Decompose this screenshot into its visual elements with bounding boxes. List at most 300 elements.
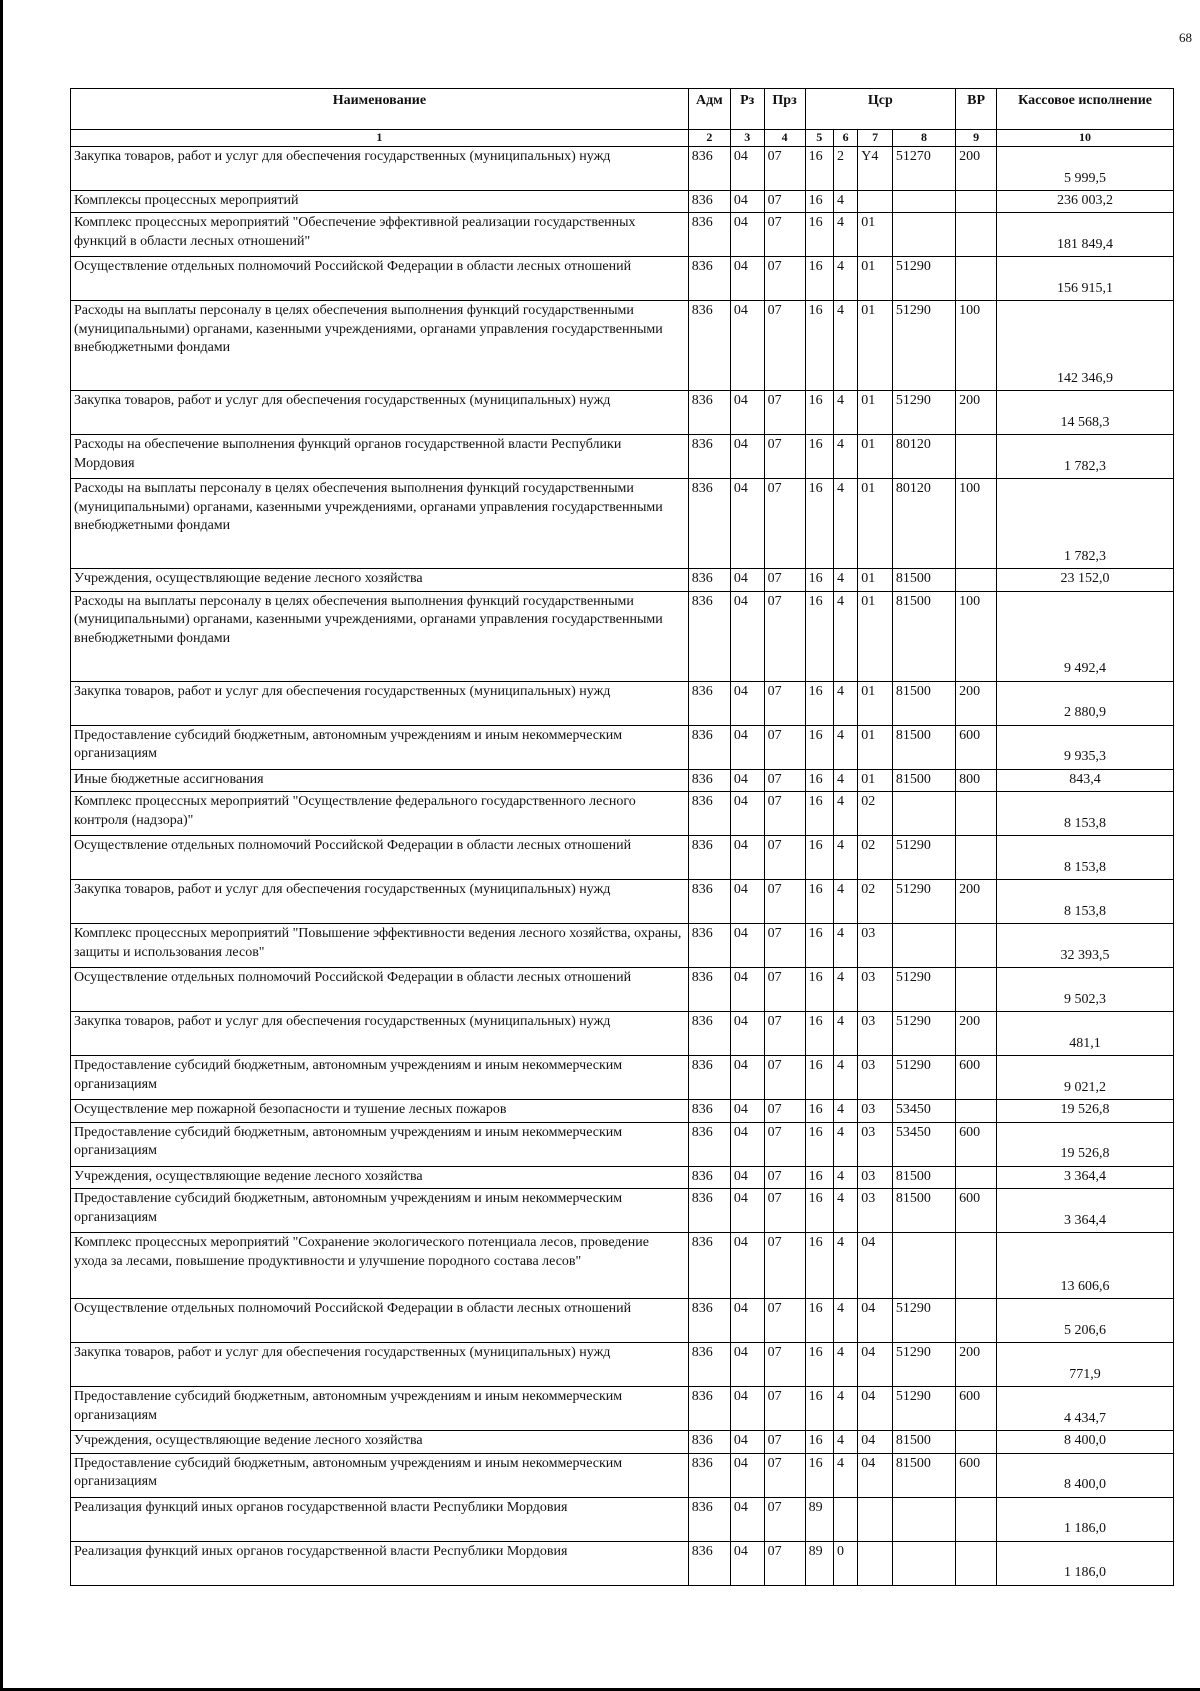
row-c8: [892, 1233, 955, 1299]
row-amount: 5 999,5: [997, 147, 1174, 191]
row-c8: 53450: [892, 1122, 955, 1166]
row-vr: [956, 1100, 997, 1122]
row-prz: 07: [764, 1497, 805, 1541]
row-amount: 1 782,3: [997, 479, 1174, 569]
row-amount: 8 153,8: [997, 836, 1174, 880]
row-c5: 16: [805, 191, 833, 213]
row-c7: 03: [858, 1189, 893, 1233]
row-rz: 04: [730, 1056, 764, 1100]
row-prz: 07: [764, 1453, 805, 1497]
row-c5: 16: [805, 591, 833, 681]
column-number: 2: [688, 130, 730, 147]
row-c7: 04: [858, 1387, 893, 1431]
row-c8: 81500: [892, 1453, 955, 1497]
column-number: 7: [858, 130, 893, 147]
row-c8: 51290: [892, 968, 955, 1012]
row-c5: 16: [805, 1056, 833, 1100]
row-vr: 200: [956, 391, 997, 435]
row-c6: 4: [834, 569, 858, 591]
page-number: 68: [1179, 30, 1192, 45]
row-rz: 04: [730, 1233, 764, 1299]
row-prz: 07: [764, 213, 805, 257]
row-amount: 13 606,6: [997, 1233, 1174, 1299]
row-prz: 07: [764, 591, 805, 681]
row-rz: 04: [730, 1299, 764, 1343]
row-name: Закупка товаров, работ и услуг для обеспечения государственных (муниципальных) нужд: [71, 880, 689, 924]
table-header: [71, 89, 1174, 147]
row-vr: [956, 1233, 997, 1299]
column-number: 6: [834, 130, 858, 147]
row-rz: 04: [730, 1122, 764, 1166]
row-c6: 4: [834, 301, 858, 391]
row-adm: 836: [688, 1497, 730, 1541]
row-prz: 07: [764, 147, 805, 191]
row-rz: 04: [730, 681, 764, 725]
row-amount: 8 400,0: [997, 1431, 1174, 1453]
row-c8: [892, 1497, 955, 1541]
row-c6: 4: [834, 391, 858, 435]
row-name: Предоставление субсидий бюджетным, автономным учреждениям и иным некоммерческим организациям: [71, 725, 689, 769]
row-amount: 14 568,3: [997, 391, 1174, 435]
row-c6: 4: [834, 924, 858, 968]
row-amount: 142 346,9: [997, 301, 1174, 391]
row-c8: 51290: [892, 1012, 955, 1056]
row-prz: 07: [764, 191, 805, 213]
table-row: [71, 725, 1174, 769]
row-amount: 9 935,3: [997, 725, 1174, 769]
table-row: [71, 968, 1174, 1012]
row-adm: 836: [688, 1299, 730, 1343]
row-name: Осуществление отдельных полномочий Российской Федерации в области лесных отношений: [71, 968, 689, 1012]
row-adm: 836: [688, 769, 730, 791]
row-c7: 03: [858, 968, 893, 1012]
row-vr: 100: [956, 591, 997, 681]
row-adm: 836: [688, 1100, 730, 1122]
row-adm: 836: [688, 968, 730, 1012]
table-row: [71, 1100, 1174, 1122]
table-row: [71, 191, 1174, 213]
row-c7: 02: [858, 880, 893, 924]
row-c5: 16: [805, 1100, 833, 1122]
row-c8: 81500: [892, 769, 955, 791]
row-adm: 836: [688, 1166, 730, 1188]
row-rz: 04: [730, 147, 764, 191]
row-prz: 07: [764, 1299, 805, 1343]
row-amount: 8 153,8: [997, 792, 1174, 836]
row-c7: 01: [858, 569, 893, 591]
row-prz: 07: [764, 479, 805, 569]
row-name: Осуществление отдельных полномочий Российской Федерации в области лесных отношений: [71, 836, 689, 880]
row-c8: 80120: [892, 435, 955, 479]
row-c6: 4: [834, 1453, 858, 1497]
row-name: Комплекс процессных мероприятий "Повышение эффективности ведения лесного хозяйства, охраны, защиты и использования лесов": [71, 924, 689, 968]
row-adm: 836: [688, 1056, 730, 1100]
page-frame-left: [0, 0, 3, 1691]
row-amount: 8 153,8: [997, 880, 1174, 924]
row-c8: [892, 792, 955, 836]
row-amount: 843,4: [997, 769, 1174, 791]
row-c5: 16: [805, 725, 833, 769]
column-number-row: [71, 130, 1174, 147]
table-row: [71, 1497, 1174, 1541]
row-c6: 4: [834, 1343, 858, 1387]
row-adm: 836: [688, 681, 730, 725]
row-c8: 51290: [892, 836, 955, 880]
table-row: [71, 836, 1174, 880]
row-adm: 836: [688, 591, 730, 681]
row-vr: [956, 435, 997, 479]
row-adm: 836: [688, 147, 730, 191]
row-vr: [956, 257, 997, 301]
table-row: [71, 435, 1174, 479]
row-c5: 16: [805, 968, 833, 1012]
row-vr: 200: [956, 681, 997, 725]
row-c6: 4: [834, 479, 858, 569]
row-rz: 04: [730, 1012, 764, 1056]
row-prz: 07: [764, 1100, 805, 1122]
row-amount: 9 502,3: [997, 968, 1174, 1012]
row-rz: 04: [730, 1453, 764, 1497]
row-c7: 03: [858, 1012, 893, 1056]
row-adm: 836: [688, 1012, 730, 1056]
table-row: [71, 1431, 1174, 1453]
row-c5: 16: [805, 1233, 833, 1299]
row-c8: 51290: [892, 1387, 955, 1431]
row-adm: 836: [688, 880, 730, 924]
row-prz: 07: [764, 924, 805, 968]
row-c6: 4: [834, 880, 858, 924]
row-amount: 1 186,0: [997, 1497, 1174, 1541]
table-row: [71, 1343, 1174, 1387]
row-vr: 200: [956, 1012, 997, 1056]
row-adm: 836: [688, 792, 730, 836]
row-adm: 836: [688, 1189, 730, 1233]
row-prz: 07: [764, 725, 805, 769]
row-rz: 04: [730, 769, 764, 791]
row-rz: 04: [730, 479, 764, 569]
row-c8: 81500: [892, 1431, 955, 1453]
row-c7: 04: [858, 1233, 893, 1299]
row-c6: 4: [834, 1233, 858, 1299]
budget-table-sheet: [70, 88, 1174, 1586]
row-adm: 836: [688, 391, 730, 435]
row-rz: 04: [730, 836, 764, 880]
row-c7: 01: [858, 257, 893, 301]
row-name: Осуществление мер пожарной безопасности и тушение лесных пожаров: [71, 1100, 689, 1122]
row-c7: 04: [858, 1343, 893, 1387]
table-row: [71, 1299, 1174, 1343]
row-adm: 836: [688, 1343, 730, 1387]
row-name: Закупка товаров, работ и услуг для обеспечения государственных (муниципальных) нужд: [71, 1343, 689, 1387]
row-c6: 4: [834, 725, 858, 769]
row-c7: 01: [858, 479, 893, 569]
column-number: 4: [764, 130, 805, 147]
row-amount: 4 434,7: [997, 1387, 1174, 1431]
row-vr: [956, 213, 997, 257]
table-row: [71, 213, 1174, 257]
row-amount: 1 782,3: [997, 435, 1174, 479]
row-vr: [956, 792, 997, 836]
row-rz: 04: [730, 792, 764, 836]
row-vr: [956, 191, 997, 213]
row-c8: 81500: [892, 681, 955, 725]
row-c7: 01: [858, 681, 893, 725]
row-vr: 200: [956, 147, 997, 191]
row-c8: 51290: [892, 301, 955, 391]
header-adm: Адм: [688, 89, 730, 130]
row-c5: 16: [805, 569, 833, 591]
row-c5: 16: [805, 1453, 833, 1497]
row-amount: 181 849,4: [997, 213, 1174, 257]
row-c7: [858, 1541, 893, 1585]
row-c5: 16: [805, 147, 833, 191]
row-rz: 04: [730, 1431, 764, 1453]
row-name: Реализация функций иных органов государственной власти Республики Мордовия: [71, 1497, 689, 1541]
row-c7: 01: [858, 769, 893, 791]
budget-execution-table: [70, 88, 1174, 1586]
header-name: Наименование: [71, 89, 689, 130]
row-vr: [956, 1299, 997, 1343]
row-vr: [956, 1497, 997, 1541]
row-prz: 07: [764, 792, 805, 836]
row-prz: 07: [764, 681, 805, 725]
row-c7: 02: [858, 836, 893, 880]
row-prz: 07: [764, 1056, 805, 1100]
row-name: Предоставление субсидий бюджетным, автономным учреждениям и иным некоммерческим организациям: [71, 1189, 689, 1233]
row-c7: 03: [858, 1100, 893, 1122]
row-prz: 07: [764, 769, 805, 791]
row-vr: 100: [956, 301, 997, 391]
row-amount: 3 364,4: [997, 1189, 1174, 1233]
table-row: [71, 1453, 1174, 1497]
row-amount: 23 152,0: [997, 569, 1174, 591]
table-row: [71, 880, 1174, 924]
row-c7: 01: [858, 391, 893, 435]
row-amount: 1 186,0: [997, 1541, 1174, 1585]
row-prz: 07: [764, 1012, 805, 1056]
row-rz: 04: [730, 1541, 764, 1585]
row-c5: 16: [805, 1012, 833, 1056]
row-amount: 236 003,2: [997, 191, 1174, 213]
row-c6: 4: [834, 1122, 858, 1166]
row-rz: 04: [730, 435, 764, 479]
row-vr: 600: [956, 1056, 997, 1100]
row-c5: 16: [805, 479, 833, 569]
row-adm: 836: [688, 479, 730, 569]
table-row: [71, 591, 1174, 681]
row-c5: 16: [805, 769, 833, 791]
row-c5: 16: [805, 391, 833, 435]
row-vr: [956, 569, 997, 591]
row-adm: 836: [688, 1541, 730, 1585]
row-c8: 51290: [892, 257, 955, 301]
row-vr: [956, 1431, 997, 1453]
row-prz: 07: [764, 880, 805, 924]
row-c7: 03: [858, 924, 893, 968]
table-row: [71, 1541, 1174, 1585]
row-vr: [956, 924, 997, 968]
row-rz: 04: [730, 191, 764, 213]
row-name: Комплекс процессных мероприятий "Сохранение экологического потенциала лесов, проведение ухода за лесами, повышение продуктивности и улучшение породного состава лесов": [71, 1233, 689, 1299]
row-name: Расходы на выплаты персоналу в целях обеспечения выполнения функций государственными (муниципальными) органами, казенными учреждениями, органами управления государственными внебюджетными фондами: [71, 479, 689, 569]
row-prz: 07: [764, 257, 805, 301]
row-prz: 07: [764, 1343, 805, 1387]
row-rz: 04: [730, 591, 764, 681]
row-adm: 836: [688, 301, 730, 391]
row-vr: 600: [956, 725, 997, 769]
row-c6: 2: [834, 147, 858, 191]
row-c7: 03: [858, 1056, 893, 1100]
row-c7: 03: [858, 1166, 893, 1188]
row-c5: 16: [805, 1343, 833, 1387]
row-name: Предоставление субсидий бюджетным, автономным учреждениям и иным некоммерческим организациям: [71, 1387, 689, 1431]
row-adm: 836: [688, 213, 730, 257]
row-c8: 80120: [892, 479, 955, 569]
row-adm: 836: [688, 725, 730, 769]
row-vr: [956, 1541, 997, 1585]
row-c5: 16: [805, 1431, 833, 1453]
row-c7: 04: [858, 1453, 893, 1497]
table-row: [71, 1387, 1174, 1431]
table-row: [71, 147, 1174, 191]
header-rz: Рз: [730, 89, 764, 130]
row-adm: 836: [688, 435, 730, 479]
row-rz: 04: [730, 1387, 764, 1431]
row-name: Учреждения, осуществляющие ведение лесного хозяйства: [71, 1166, 689, 1188]
row-c6: 4: [834, 1166, 858, 1188]
row-c7: 01: [858, 213, 893, 257]
row-c8: 53450: [892, 1100, 955, 1122]
row-c6: 4: [834, 1056, 858, 1100]
row-name: Закупка товаров, работ и услуг для обеспечения государственных (муниципальных) нужд: [71, 391, 689, 435]
row-c5: 16: [805, 880, 833, 924]
table-row: [71, 1189, 1174, 1233]
row-name: Комплекс процессных мероприятий "Обеспечение эффективной реализации государственных функций в области лесных отношений": [71, 213, 689, 257]
row-prz: 07: [764, 569, 805, 591]
row-c7: 01: [858, 725, 893, 769]
row-rz: 04: [730, 1166, 764, 1188]
row-adm: 836: [688, 569, 730, 591]
row-c8: 51270: [892, 147, 955, 191]
row-c6: 4: [834, 1189, 858, 1233]
row-prz: 07: [764, 1431, 805, 1453]
row-c6: 4: [834, 1012, 858, 1056]
column-number: 1: [71, 130, 689, 147]
row-rz: 04: [730, 1189, 764, 1233]
row-prz: 07: [764, 301, 805, 391]
table-row: [71, 1012, 1174, 1056]
row-name: Осуществление отдельных полномочий Российской Федерации в области лесных отношений: [71, 257, 689, 301]
row-name: Предоставление субсидий бюджетным, автономным учреждениям и иным некоммерческим организациям: [71, 1453, 689, 1497]
table-row: [71, 681, 1174, 725]
row-c5: 16: [805, 1189, 833, 1233]
row-adm: 836: [688, 1431, 730, 1453]
row-prz: 07: [764, 1541, 805, 1585]
header-row: [71, 89, 1174, 130]
row-name: Осуществление отдельных полномочий Российской Федерации в области лесных отношений: [71, 1299, 689, 1343]
table-row: [71, 257, 1174, 301]
row-c5: 16: [805, 1387, 833, 1431]
row-vr: 100: [956, 479, 997, 569]
row-c6: 4: [834, 1100, 858, 1122]
row-name: Реализация функций иных органов государственной власти Республики Мордовия: [71, 1541, 689, 1585]
row-c6: 0: [834, 1541, 858, 1585]
column-number: 10: [997, 130, 1174, 147]
row-c5: 16: [805, 836, 833, 880]
column-number: 9: [956, 130, 997, 147]
row-rz: 04: [730, 301, 764, 391]
row-adm: 836: [688, 1387, 730, 1431]
row-name: Комплекс процессных мероприятий "Осуществление федерального государственного лесного контроля (надзора)": [71, 792, 689, 836]
row-vr: 600: [956, 1453, 997, 1497]
row-c8: 81500: [892, 1166, 955, 1188]
table-row: [71, 391, 1174, 435]
row-c5: 16: [805, 681, 833, 725]
row-vr: 600: [956, 1122, 997, 1166]
row-amount: 2 880,9: [997, 681, 1174, 725]
row-rz: 04: [730, 1100, 764, 1122]
table-row: [71, 1122, 1174, 1166]
row-c8: 81500: [892, 1189, 955, 1233]
row-rz: 04: [730, 1497, 764, 1541]
row-name: Комплексы процессных мероприятий: [71, 191, 689, 213]
row-rz: 04: [730, 924, 764, 968]
row-adm: 836: [688, 257, 730, 301]
row-prz: 07: [764, 836, 805, 880]
row-c5: 16: [805, 1122, 833, 1166]
row-c8: [892, 1541, 955, 1585]
row-rz: 04: [730, 725, 764, 769]
row-vr: [956, 1166, 997, 1188]
row-c8: 51290: [892, 391, 955, 435]
row-name: Закупка товаров, работ и услуг для обеспечения государственных (муниципальных) нужд: [71, 681, 689, 725]
row-prz: 07: [764, 968, 805, 1012]
row-c8: [892, 924, 955, 968]
column-number: 5: [805, 130, 833, 147]
row-name: Закупка товаров, работ и услуг для обеспечения государственных (муниципальных) нужд: [71, 147, 689, 191]
row-adm: 836: [688, 1122, 730, 1166]
row-rz: 04: [730, 391, 764, 435]
row-c8: 81500: [892, 569, 955, 591]
row-amount: 156 915,1: [997, 257, 1174, 301]
row-c6: 4: [834, 191, 858, 213]
row-c5: 89: [805, 1497, 833, 1541]
table-row: [71, 1056, 1174, 1100]
row-c8: 81500: [892, 725, 955, 769]
row-c6: 4: [834, 792, 858, 836]
row-c6: 4: [834, 257, 858, 301]
table-row: [71, 1166, 1174, 1188]
row-amount: 771,9: [997, 1343, 1174, 1387]
table-row: [71, 479, 1174, 569]
row-c8: 51290: [892, 880, 955, 924]
row-name: Предоставление субсидий бюджетным, автономным учреждениям и иным некоммерческим организациям: [71, 1122, 689, 1166]
row-c6: 4: [834, 1431, 858, 1453]
table-row: [71, 569, 1174, 591]
row-c7: 04: [858, 1299, 893, 1343]
row-c7: [858, 191, 893, 213]
row-prz: 07: [764, 1122, 805, 1166]
row-c7: 04: [858, 1431, 893, 1453]
row-prz: 07: [764, 391, 805, 435]
row-name: Иные бюджетные ассигнования: [71, 769, 689, 791]
row-c7: 01: [858, 591, 893, 681]
table-row: [71, 792, 1174, 836]
row-c7: 02: [858, 792, 893, 836]
row-vr: [956, 968, 997, 1012]
row-c6: 4: [834, 836, 858, 880]
row-c6: 4: [834, 769, 858, 791]
